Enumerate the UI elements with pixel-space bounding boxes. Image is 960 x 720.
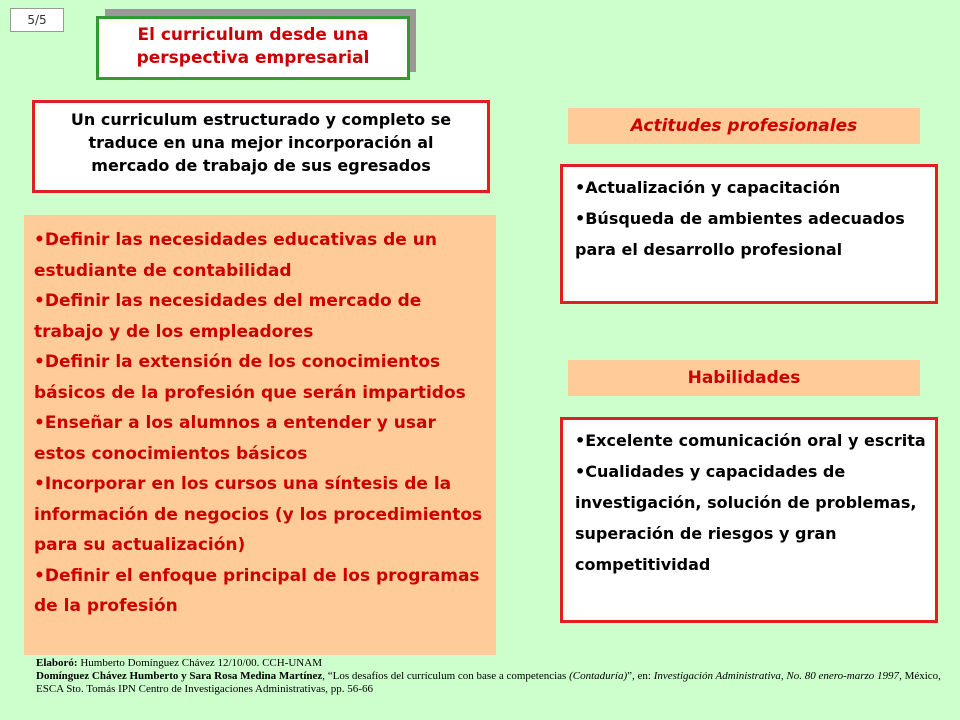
- intro-line-1: Un curriculum estructurado y completo se: [70, 110, 452, 129]
- list-item: •Excelente comunicación oral y escrita: [575, 431, 926, 450]
- list-item: •Incorporar en los cursos una síntesis de la información de negocios (y los procedimientos para su actualización): [34, 474, 483, 555]
- footer-credit: [36, 657, 956, 670]
- intro-line-3: mercado de trabajo de sus egresados: [91, 156, 431, 175]
- attitudes-list: [560, 164, 938, 304]
- skills-list: [560, 417, 938, 623]
- footer-rest: , México, ESCA Sto. Tomás IPN Centro de Investigaciones Administrativas, pp. 56-66: [36, 670, 941, 695]
- list-item: •Actualización y capacitación: [575, 178, 841, 197]
- list-item: •Definir las necesidades educativas de un estudiante de contabilidad: [34, 230, 437, 281]
- list-item: •Definir la extensión de los conocimientos básicos de la profesión que serán impartidos: [34, 352, 466, 403]
- footer-journal: Investigación Administrativa, No. 80 enero-marzo 1997: [653, 670, 900, 682]
- page-number: 5/5: [10, 8, 64, 32]
- list-item: •Búsqueda de ambientes adecuados para el desarrollo profesional: [575, 209, 905, 259]
- page-title: [96, 16, 410, 80]
- list-item: •Enseñar a los alumnos a entender y usar estos conocimientos básicos: [34, 413, 436, 464]
- list-item: •Cualidades y capacidades de investigación, solución de problemas, superación de riesgos y gran competitividad: [575, 462, 917, 574]
- attitudes-header: Actitudes profesionales: [568, 108, 920, 144]
- footer-citation: [36, 657, 956, 696]
- footer-reference: [36, 670, 956, 696]
- footer-sep-2: ”, en:: [627, 670, 654, 682]
- footer-credit-text: Humberto Domínguez Chávez 12/10/00. CCH-UNAM: [77, 657, 322, 669]
- footer-subtitle: (Contaduría): [569, 670, 628, 682]
- title-line-2: perspectiva empresarial: [136, 48, 370, 68]
- intro-statement: [32, 100, 490, 193]
- title-line-1: El curriculum desde una: [137, 25, 369, 45]
- list-item: •Definir el enfoque principal de los programas de la profesión: [34, 565, 480, 616]
- footer-credit-label: Elaboró:: [36, 657, 78, 669]
- needs-list: [24, 215, 496, 655]
- footer-authors: Domínguez Chávez Humberto y Sara Rosa Medina Martínez: [36, 670, 323, 682]
- skills-header: Habilidades: [568, 360, 920, 396]
- list-item: •Definir las necesidades del mercado de trabajo y de los empleadores: [34, 291, 422, 342]
- footer-sep-1: , “Los desafíos del currículum con base a competencias: [322, 670, 570, 682]
- intro-line-2: traduce en una mejor incorporación al: [88, 133, 434, 152]
